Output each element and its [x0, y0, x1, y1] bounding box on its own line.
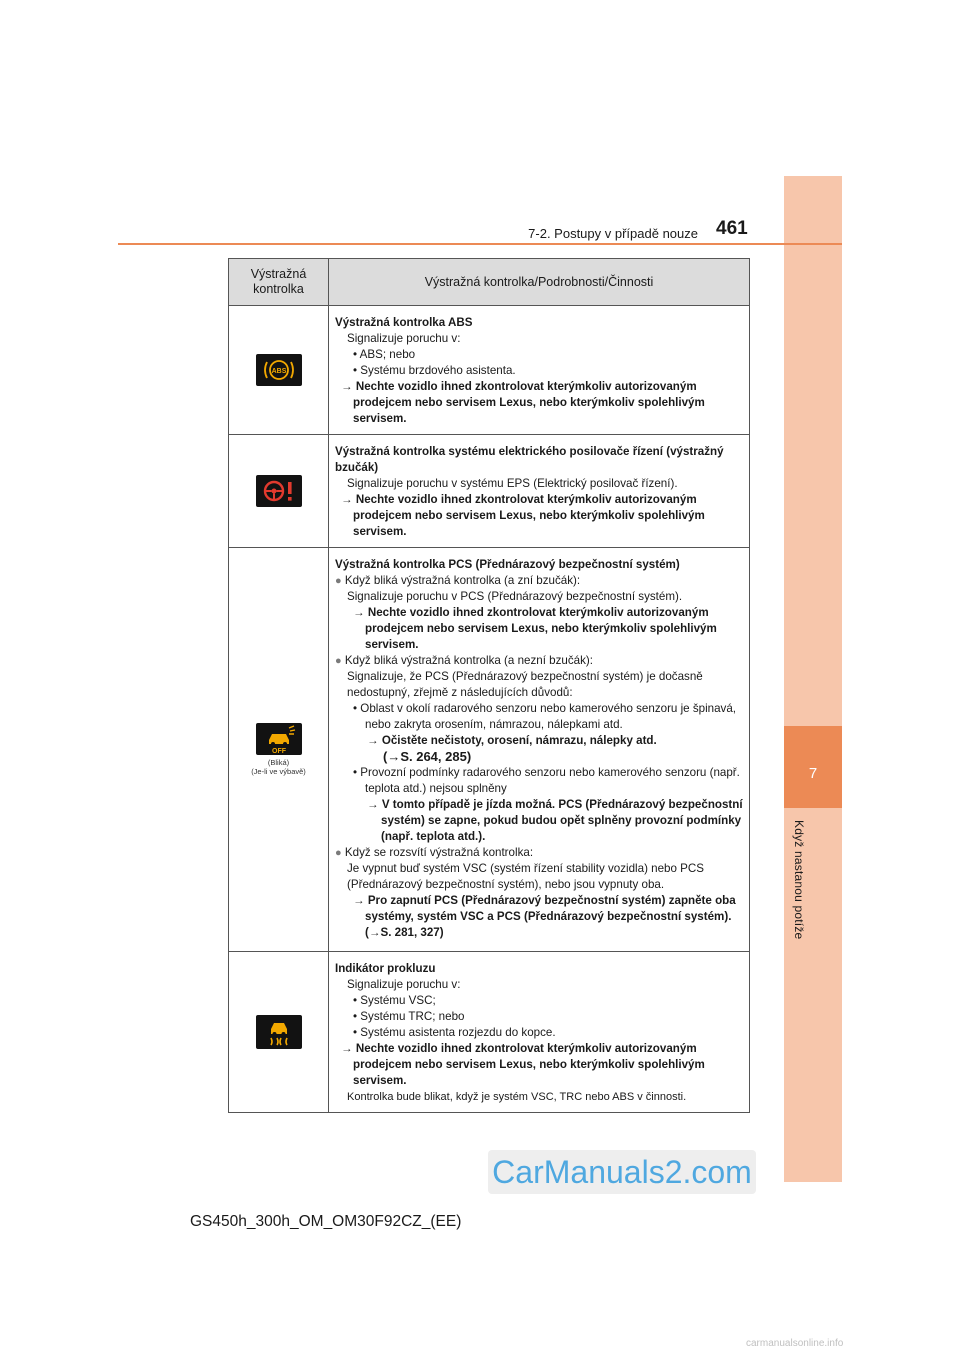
bullet: • [353, 364, 358, 377]
table-row [229, 435, 750, 548]
svg-text:ABS: ABS [271, 368, 286, 375]
eps-description [329, 435, 750, 548]
slip-action: Nechte vozidlo ihned zkontrolovat kterýmkoliv autorizovaným prodejcem nebo servisem Lexus, nebo kterýmkoliv spolehlivým servisem. [353, 1042, 705, 1087]
slip-bullet: Systému asistenta rozjezdu do kopce. [360, 1026, 556, 1039]
pcs-reason-action: Očistěte nečistoty, orosení, námrazu, nálepky atd. [381, 734, 657, 747]
page-reference: (→S. 264, 285) [383, 749, 472, 764]
arrow: → [341, 380, 353, 393]
section-title: 7-2. Postupy v případě nouze [528, 226, 698, 241]
warning-lights-table [228, 258, 750, 1113]
bullet: • [353, 766, 358, 779]
page-number: 461 [716, 218, 748, 239]
document-code: GS450h_300h_OM_OM30F92CZ_(EE) [190, 1213, 462, 1230]
pcs-reason: Provozní podmínky radarového senzoru nebo kamerového senzoru (např. teplota atd.) nejsou splněny [360, 766, 740, 795]
bullet: • [353, 1026, 358, 1039]
pcs-reason-action: V tomto případě je jízda možná. PCS (Přednárazový bezpečnostní systém) se zapne, pokud budou opět splněny provozní podmínky (např. teplota atd.). [381, 798, 743, 843]
pcs-case-action: Pro zapnutí PCS (Přednárazový bezpečnostní systém) zapněte oba systémy, systém VSC a PCS (Přednárazový bezpečnostní systém). (→S. 281, 327) [365, 894, 736, 939]
pcs-icon-caption-equipped: (Je-li ve výbavě) [251, 767, 306, 776]
icon-cell [229, 306, 329, 435]
eps-action: Nechte vozidlo ihned zkontrolovat kterýmkoliv autorizovaným prodejcem nebo servisem Lexus, nebo kterýmkoliv spolehlivým servisem. [353, 493, 705, 538]
slip-intro: Signalizuje poruchu v: [347, 978, 461, 991]
arrow: → [353, 606, 365, 619]
chapter-title: Když nastanou potíže [792, 820, 806, 940]
header-rule [118, 243, 842, 245]
abs-bullet: Systému brzdového asistenta. [360, 364, 516, 377]
slip-bullet: Systému TRC; nebo [360, 1010, 465, 1023]
eps-title: Výstražná kontrolka systému elektrického posilovače řízení (výstražný bzučák) [335, 445, 724, 474]
slip-indicator-icon [256, 1015, 302, 1049]
icon-cell [229, 952, 329, 1113]
bullet: • [353, 994, 358, 1007]
abs-description [329, 306, 750, 435]
table-row [229, 306, 750, 435]
chapter-number: 7 [808, 765, 818, 782]
abs-intro: Signalizuje poruchu v: [347, 332, 461, 345]
pcs-case-head: Když se rozsvítí výstražná kontrolka: [344, 846, 534, 859]
pcs-case-text: Je vypnut buď systém VSC (systém řízení stability vozidla) nebo PCS (Přednárazový bezpečnostní systém), nebo jsou vypnuty oba. [347, 862, 705, 891]
bullet: • [353, 1010, 358, 1023]
slip-note: Kontrolka bude blikat, když je systém VSC, TRC nebo ABS v činnosti. [347, 1091, 687, 1103]
svg-text:OFF: OFF [271, 748, 286, 755]
circle-bullet: ● [335, 575, 342, 587]
arrow: → [341, 493, 353, 506]
bullet: • [353, 348, 358, 361]
circle-bullet: ● [335, 655, 342, 667]
col-header-details: Výstražná kontrolka/Podrobnosti/Činnosti [329, 259, 750, 306]
pcs-off-icon [256, 723, 302, 755]
arrow: → [367, 734, 379, 747]
table-row [229, 952, 750, 1113]
pcs-case-text: Signalizuje, že PCS (Přednárazový bezpečnostní systém) je dočasně nedostupný, zřejmě z následujících důvodů: [347, 670, 703, 699]
bullet: • [353, 702, 358, 715]
pcs-icon-caption-blink: (Bliká) [267, 758, 290, 767]
circle-bullet: ● [335, 847, 342, 859]
table-row [229, 548, 750, 952]
abs-action: Nechte vozidlo ihned zkontrolovat kterýmkoliv autorizovaným prodejcem nebo servisem Lexus, nebo kterýmkoliv spolehlivým servisem. [353, 380, 705, 425]
watermark-corner: carmanualsonline.info [746, 1338, 844, 1349]
slip-description [329, 952, 750, 1113]
steering-warning-icon [256, 475, 302, 507]
pcs-case-text: Signalizuje poruchu v PCS (Přednárazový bezpečnostní systém). [347, 590, 683, 603]
icon-cell [229, 435, 329, 548]
pcs-description [329, 548, 750, 952]
watermark-logo: CarManuals2.com [492, 1154, 752, 1190]
abs-bullet: ABS; nebo [359, 348, 416, 361]
arrow: → [367, 798, 379, 811]
pcs-title: Výstražná kontrolka PCS (Přednárazový bezpečnostní systém) [335, 558, 680, 571]
arrow: → [341, 1042, 353, 1055]
eps-intro: Signalizuje poruchu v systému EPS (Elektrický posilovač řízení). [347, 477, 678, 490]
pcs-reason: Oblast v okolí radarového senzoru nebo kamerového senzoru je špinavá, nebo zakryta orosením, námrazou, nálepkami atd. [360, 702, 737, 731]
side-band [784, 176, 842, 1182]
col-header-light: Výstražná kontrolka [229, 259, 329, 306]
abs-warning-icon [256, 354, 302, 386]
slip-title: Indikátor prokluzu [335, 962, 436, 975]
table-header-row [229, 259, 750, 306]
pcs-case-head: Když bliká výstražná kontrolka (a nezní bzučák): [344, 654, 593, 667]
icon-cell [229, 548, 329, 952]
pcs-case-action: Nechte vozidlo ihned zkontrolovat kterýmkoliv autorizovaným prodejcem nebo servisem Lexus, nebo kterýmkoliv spolehlivým servisem. [365, 606, 717, 651]
arrow: → [353, 894, 365, 907]
slip-bullet: Systému VSC; [360, 994, 436, 1007]
pcs-case-head: Když bliká výstražná kontrolka (a zní bzučák): [344, 574, 581, 587]
abs-title: Výstražná kontrolka ABS [335, 316, 473, 329]
